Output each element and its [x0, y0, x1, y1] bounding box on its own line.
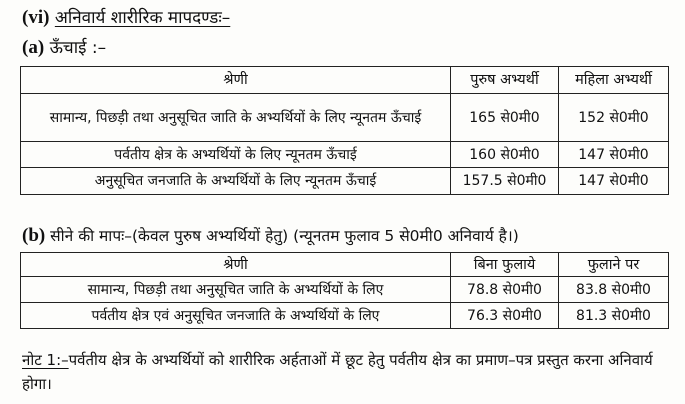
section-a-heading — [22, 38, 106, 58]
female-height-cell: 147 से0मी0 — [559, 142, 669, 168]
section-vi-heading — [22, 8, 230, 28]
male-height-cell: 165 से0मी0 — [451, 94, 559, 142]
height-header-category: श्रेणी — [21, 67, 451, 94]
chest-table — [20, 252, 669, 329]
height-table — [20, 66, 669, 195]
female-height-cell: 147 से0मी0 — [559, 168, 669, 195]
section-b-title: सीने की मापः–(केवल पुरुष अभ्यर्थियों हेतु) (न्यूनतम फुलाव 5 से0मी0 अनिवार्य है।) — [50, 227, 519, 245]
table-row — [21, 142, 669, 168]
chest-header-unexpanded: बिना फुलाये — [451, 253, 559, 277]
chest-expanded-cell: 83.8 से0मी0 — [559, 277, 669, 303]
category-cell: पर्वतीय क्षेत्र के अभ्यर्थियों के लिए न्यूनतम ऊँचाई — [21, 142, 451, 168]
height-header-male: पुरुष अभ्यर्थी — [451, 67, 559, 94]
table-row — [21, 303, 669, 329]
note-text: पर्वतीय क्षेत्र के अभ्यर्थियों को शारीरिक अर्हताओं में छूट हेतु पर्वतीय क्षेत्र का प्रमाण–पत्र प्रस्तुत करना अनिवार्य होगा। — [22, 351, 653, 393]
female-height-cell: 152 से0मी0 — [559, 94, 669, 142]
note-label: नोट 1:– — [22, 351, 69, 369]
section-b-heading — [22, 226, 519, 246]
male-height-cell: 157.5 से0मी0 — [451, 168, 559, 195]
male-height-cell: 160 से0मी0 — [451, 142, 559, 168]
category-cell: सामान्य, पिछड़ी तथा अनुसूचित जाति के अभ्यर्थियों के लिए — [21, 277, 451, 303]
section-vi-number: (vi) — [22, 7, 50, 28]
section-vi-title: अनिवार्य शारीरिक मापदण्डः– — [54, 8, 231, 28]
chest-expanded-cell: 81.3 से0मी0 — [559, 303, 669, 329]
category-cell: पर्वतीय क्षेत्र एवं अनुसूचित जनजाति के अभ्यर्थियों के लिए — [21, 303, 451, 329]
section-a-number: (a) — [22, 37, 45, 58]
chest-table-header-row — [21, 253, 669, 277]
section-b-number: (b) — [22, 225, 46, 246]
category-cell: अनुसूचित जनजाति के अभ्यर्थियों के लिए न्यूनतम ऊँचाई — [21, 168, 451, 195]
height-header-female: महिला अभ्यर्थी — [559, 67, 669, 94]
table-row — [21, 94, 669, 142]
chest-unexpanded-cell: 78.8 से0मी0 — [451, 277, 559, 303]
chest-header-category: श्रेणी — [21, 253, 451, 277]
chest-unexpanded-cell: 76.3 से0मी0 — [451, 303, 559, 329]
note-paragraph — [22, 348, 670, 396]
table-row — [21, 277, 669, 303]
height-table-header-row — [21, 67, 669, 94]
category-cell: सामान्य, पिछड़ी तथा अनुसूचित जाति के अभ्यर्थियों के लिए न्यूनतम ऊँचाई — [21, 94, 451, 142]
section-a-title: ऊँचाई :– — [49, 38, 107, 58]
table-row — [21, 168, 669, 195]
chest-header-expanded: फुलाने पर — [559, 253, 669, 277]
